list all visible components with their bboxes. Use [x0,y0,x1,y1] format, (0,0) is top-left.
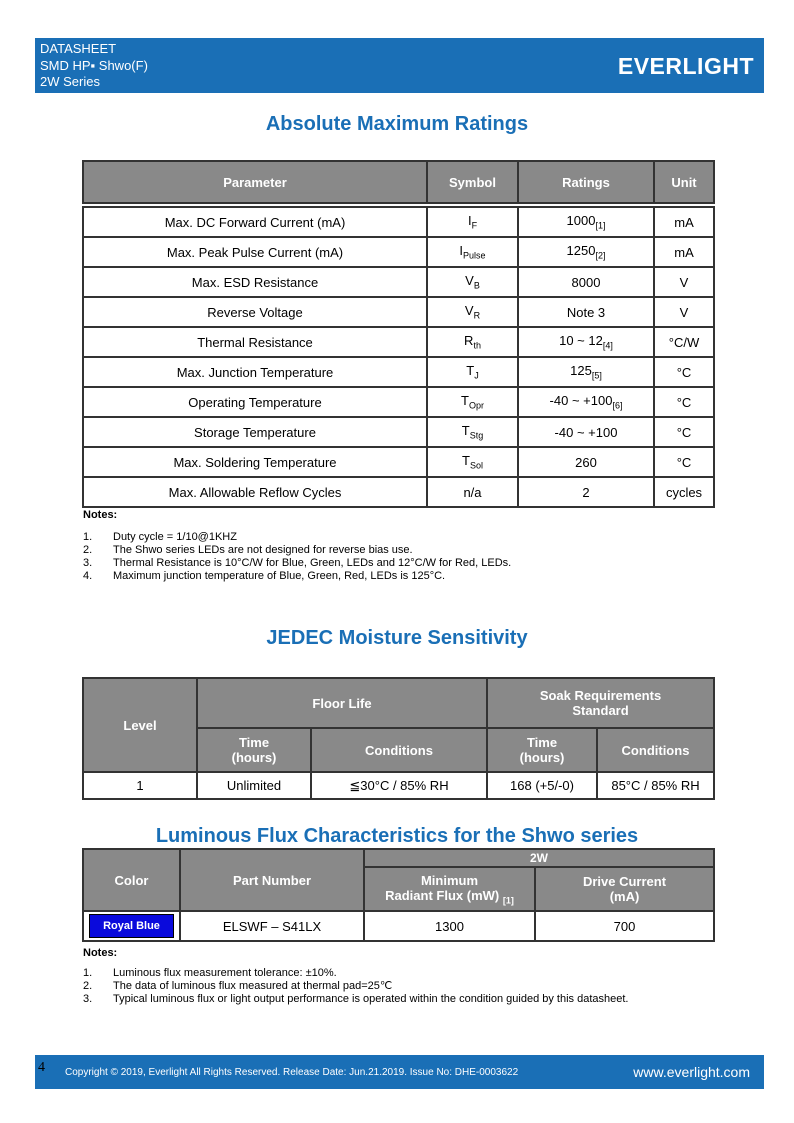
amr-cell-parameter: Max. Allowable Reflow Cycles [83,477,427,507]
jedec-cell-floor-time: Unlimited [197,772,311,799]
note-number: 2. [83,980,93,992]
flux-drive-line1: Drive Current [582,874,667,889]
note-number: 4. [83,570,93,582]
flux-2w-header: 2W [364,849,714,867]
amr-symbol-sub: Sol [469,460,483,471]
flux-title: Luminous Flux Characteristics for the Shwo series [155,825,639,847]
header-line-product: SMD HP▪ Shwo(F) [40,57,148,73]
note-item [83,544,511,557]
amr-cell-symbol [427,297,518,327]
amr-cell-symbol [427,477,518,507]
amr-cell-unit: mA [654,237,714,267]
amr-symbol-sub: R [473,310,481,321]
amr-cell-unit: V [654,267,714,297]
note-text: Typical luminous flux or light output performance is operated within the condition guided by this datasheet. [113,993,629,1005]
flux-cell-part: ELSWF – S41LX [180,911,364,941]
page-header [35,38,764,93]
amr-rating-ref: [5] [591,370,602,381]
amr-cell-parameter: Max. Soldering Temperature [83,447,427,477]
amr-row [83,387,714,417]
note-number: 3. [83,557,93,569]
flux-drive-line2: (mA) [609,889,640,904]
jedec-floor-time-header [197,728,311,772]
amr-cell-rating [518,237,654,267]
flux-min-ref: [1] [502,895,514,906]
amr-cell-parameter: Max. ESD Resistance [83,267,427,297]
note-number: 1. [83,531,93,543]
flux-min-header [364,867,535,911]
jedec-soak-time-header [487,728,597,772]
amr-symbol: V [464,303,474,319]
amr-cell-rating [518,357,654,387]
amr-cell-unit: °C [654,417,714,447]
amr-cell-unit: cycles [654,477,714,507]
amr-rating: 2 [582,484,590,500]
amr-symbol: n/a [463,484,482,500]
note-text: The Shwo series LEDs are not designed for reverse bias use. [113,544,413,556]
note-item [83,980,628,993]
amr-cell-parameter: Reverse Voltage [83,297,427,327]
amr-cell-symbol [427,357,518,387]
header-line-datasheet: DATASHEET [40,41,117,56]
note-item [83,570,511,583]
amr-symbol: T [461,423,470,439]
amr-symbol-sub: Opr [468,400,484,411]
amr-symbol: T [466,363,475,379]
amr-cell-unit: °C [654,447,714,477]
amr-cell-parameter: Operating Temperature [83,387,427,417]
amr-rating: -40 ~ +100 [549,393,613,409]
jedec-soak-header [487,678,714,728]
jedec-soak-line2: Standard [572,703,629,718]
amr-cell-rating [518,477,654,507]
flux-min-line1: Minimum [420,872,479,888]
amr-cell-symbol [427,267,518,297]
amr-cell-rating [518,417,654,447]
jedec-soak-conditions-header: Conditions [597,728,714,772]
note-text: Luminous flux measurement tolerance: ±10%. [113,967,337,979]
jedec-floor-life-header: Floor Life [197,678,487,728]
amr-cell-rating [518,207,654,237]
amr-row [83,417,714,447]
amr-cell-parameter: Max. DC Forward Current (mA) [83,207,427,237]
amr-cell-parameter: Max. Junction Temperature [83,357,427,387]
flux-part-header: Part Number [180,849,364,911]
header-doc-info [40,41,148,91]
amr-cell-unit: °C/W [654,327,714,357]
amr-row [83,447,714,477]
amr-rating: 125 [570,363,592,379]
amr-rating-ref: [2] [595,250,606,261]
amr-cell-symbol [427,447,518,477]
amr-cell-parameter: Max. Peak Pulse Current (mA) [83,237,427,267]
amr-symbol: I [459,243,464,259]
amr-rating: Note 3 [566,304,606,320]
flux-cell-color [83,911,180,941]
amr-rating: 1000 [566,213,596,229]
note-number: 3. [83,993,93,1005]
notes1-heading: Notes: [83,509,118,521]
amr-cell-rating [518,267,654,297]
note-text: Thermal Resistance is 10°C/W for Blue, Green, LEDs and 12°C/W for Red, LEDs. [113,557,512,569]
notes2-heading: Notes: [83,947,118,959]
amr-symbol-sub: B [473,280,480,291]
amr-row [83,207,714,237]
amr-table [82,160,715,508]
everlight-logo: EVERLIGHT [617,53,754,79]
jedec-table [82,677,715,800]
note-item [83,557,511,570]
amr-row [83,237,714,267]
amr-cell-rating [518,387,654,417]
jedec-floor-time-label: Time [238,735,270,750]
amr-cell-rating [518,447,654,477]
amr-title: Absolute Maximum Ratings [265,113,529,135]
jedec-data-row [83,772,714,799]
amr-col-ratings: Ratings [518,161,654,203]
amr-cell-rating [518,297,654,327]
amr-rating-ref: [4] [602,340,613,351]
jedec-cell-soak-time: 168 (+5/-0) [487,772,597,799]
amr-cell-symbol [427,387,518,417]
amr-row [83,327,714,357]
royal-blue-badge: Royal Blue [89,914,174,938]
amr-col-symbol: Symbol [427,161,518,203]
flux-min-line2-wrap [366,888,533,906]
amr-cell-symbol [427,207,518,237]
note-text: The data of luminous flux measured at thermal pad=25℃ [113,980,393,992]
note-number: 1. [83,967,93,979]
amr-rating: 10 ~ 12 [559,333,603,349]
flux-drive-header [535,867,714,911]
amr-cell-parameter: Storage Temperature [83,417,427,447]
page-footer [35,1055,764,1089]
amr-row [83,267,714,297]
flux-color-header: Color [83,849,180,911]
jedec-floor-hours-label: (hours) [231,750,277,765]
jedec-soak-time-label: Time [526,735,558,750]
amr-symbol-sub: J [474,370,479,381]
amr-rating: 1250 [566,243,596,259]
notes1-list [83,531,511,583]
amr-symbol-sub: Pulse [463,250,486,261]
amr-cell-symbol [427,237,518,267]
amr-rating-ref: [1] [595,220,606,231]
note-item [83,993,628,1006]
amr-cell-unit: °C [654,357,714,387]
amr-symbol-sub: th [473,340,481,351]
amr-row [83,297,714,327]
flux-cell-drive: 700 [535,911,714,941]
amr-symbol: V [465,273,474,289]
note-text: Duty cycle = 1/10@1KHZ [113,531,237,543]
amr-cell-parameter: Thermal Resistance [83,327,427,357]
note-text: Maximum junction temperature of Blue, Green, Red, LEDs is 125°C. [113,570,446,582]
page-number: 4 [38,1060,45,1075]
notes2-list [83,967,628,1006]
jedec-soak-hours-label: (hours) [519,750,565,765]
copyright-text: Copyright © 2019, Everlight All Rights Reserved. Release Date: Jun.21.2019. Issue No: DHE-0003622 [65,1067,519,1078]
amr-cell-symbol [427,417,518,447]
amr-symbol: T [462,453,470,469]
jedec-title: JEDEC Moisture Sensitivity [266,627,528,649]
jedec-cell-level: 1 [83,772,197,799]
note-number: 2. [83,544,93,556]
jedec-cell-floor-conditions: ≦30°C / 85% RH [311,772,487,799]
note-item [83,531,511,544]
amr-rating: 8000 [571,274,601,290]
header-line-series: 2W Series [40,74,100,89]
amr-cell-unit: °C [654,387,714,417]
amr-cell-unit: mA [654,207,714,237]
amr-rating-ref: [6] [612,400,623,411]
jedec-cell-soak-conditions: 85°C / 85% RH [597,772,714,799]
amr-header-row [83,161,714,203]
amr-cell-symbol [427,327,518,357]
amr-cell-unit: V [654,297,714,327]
flux-min-line2: Radiant Flux (mW) [385,887,500,903]
amr-row [83,357,714,387]
amr-symbol: R [464,333,474,349]
amr-rating: -40 ~ +100 [554,424,618,440]
amr-col-parameter: Parameter [83,161,427,203]
jedec-floor-conditions-header: Conditions [311,728,487,772]
website-link[interactable]: www.everlight.com [633,1064,750,1080]
flux-cell-min: 1300 [364,911,535,941]
amr-col-unit: Unit [654,161,714,203]
flux-table [82,848,715,942]
amr-symbol-sub: F [471,220,478,231]
amr-rating: 260 [575,454,597,470]
jedec-soak-line1: Soak Requirements [539,688,662,703]
note-item [83,967,628,980]
flux-data-row [83,911,714,941]
jedec-level-header: Level [83,678,197,772]
amr-symbol: I [467,213,472,229]
amr-symbol: T [461,393,469,409]
amr-symbol-sub: Stg [469,430,484,441]
amr-row [83,477,714,507]
amr-cell-rating [518,327,654,357]
